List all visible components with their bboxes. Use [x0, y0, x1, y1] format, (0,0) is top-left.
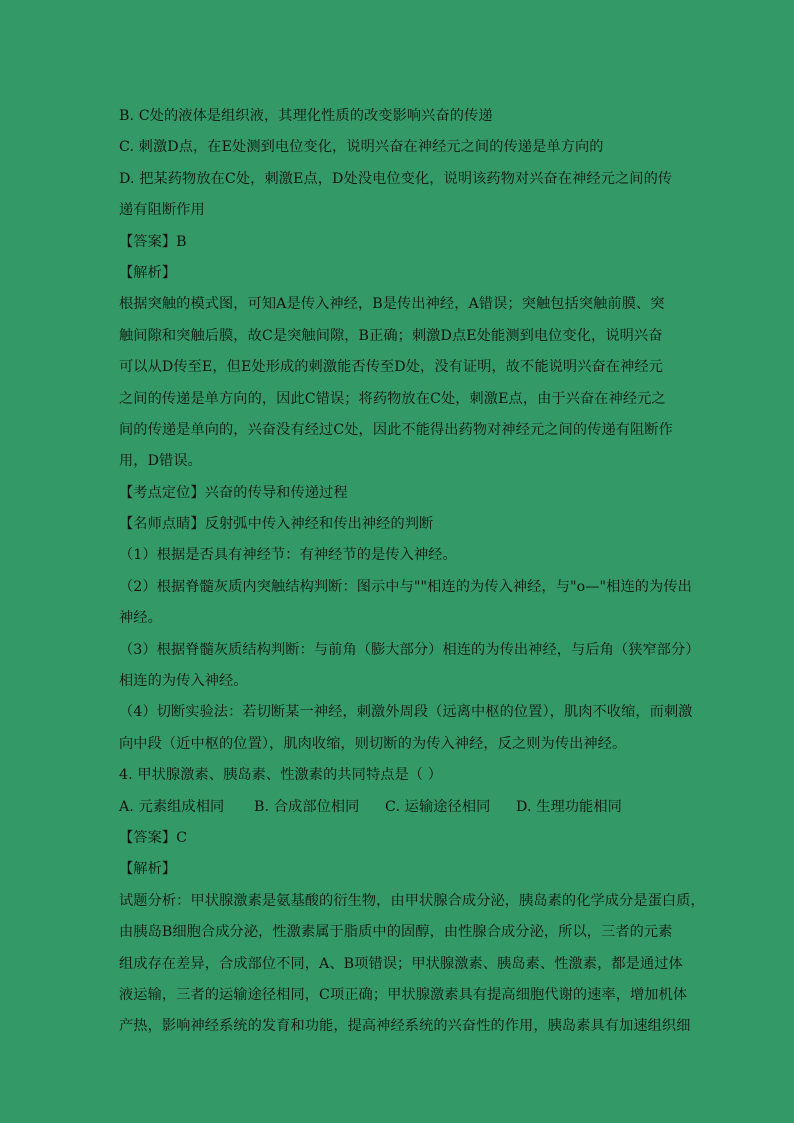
analysis-paragraph-line: 可以从D传至E，但E处形成的刺激能否传至D处，没有证明，故不能说明兴奋在神经元 — [119, 359, 663, 376]
document-page — [119, 101, 705, 1043]
teacher-tip-heading: 【名师点睛】反射弧中传入神经和传出神经的判断 — [119, 516, 434, 533]
question-4-options — [119, 792, 679, 823]
analysis-paragraph-line: 之间的传递是单方向的，因此C错误；将药物放在C处，刺激E点，由于兴奋在神经元之 — [119, 390, 666, 407]
key-point-heading: 【考点定位】兴奋的传导和传递过程 — [119, 484, 348, 501]
analysis-q4-line: 由胰岛B细胞合成分泌，性激素属于脂质中的固醇，由性腺合成分泌，所以，三者的元素 — [119, 924, 673, 941]
tip-item-3-cont: 相连的为传入神经。 — [119, 673, 248, 690]
answer-label: 【答案】B — [119, 233, 187, 250]
analysis-q4-line: 试题分析：甲状腺激素是氨基酸的衍生物，由甲状腺合成分泌，胰岛素的化学成分是蛋白质， — [119, 892, 705, 909]
option-d-text-cont: 递有阻断作用 — [119, 202, 205, 219]
option-c: C. 运输途径相同 — [385, 798, 491, 815]
option-b-text: B. C处的液体是组织液，其理化性质的改变影响兴奋的传递 — [119, 108, 493, 124]
tip-item-4: （4）切断实验法：若切断某一神经，刺激外周段（远离中枢的位置），肌肉不收缩，而刺激 — [119, 704, 693, 721]
analysis-q4-line: 液运输，三者的运输途径相同，C项正确；甲状腺激素具有提高细胞代谢的速率，增加机体 — [119, 986, 688, 1003]
question-4-stem: 4. 甲状腺激素、胰岛素、性激素的共同特点是（ ） — [119, 767, 442, 784]
answer-label-q4: 【答案】C — [119, 829, 188, 846]
option-d-text: D. 把某药物放在C处，刺激E点，D处没电位变化，说明该药物对兴奋在神经元之间的传 — [119, 170, 673, 187]
option-a: A. 元素组成相同 — [119, 798, 225, 815]
analysis-q4-line: 产热，影响神经系统的发育和功能，提高神经系统的兴奋性的作用，胰岛素具有加速组织细 — [119, 1018, 691, 1035]
tip-item-3: （3）根据脊髓灰质结构判断：与前角（膨大部分）相连的为传出神经，与后角（狭窄部分） — [119, 641, 700, 658]
analysis-paragraph-line: 触间隙和突触后膜，故C是突触间隙，B正确；刺激D点E处能测到电位变化，说明兴奋 — [119, 327, 663, 344]
analysis-paragraph-line: 间的传递是单向的，兴奋没有经过C处，因此不能得出药物对神经元之间的传递有阻断作 — [119, 421, 673, 438]
analysis-label: 【解析】 — [119, 264, 177, 281]
option-c-text: C. 刺激D点，在E处测到电位变化，说明兴奋在神经元之间的传递是单方向的 — [119, 139, 604, 156]
option-b: B. 合成部位相同 — [254, 798, 360, 815]
analysis-paragraph-line: 根据突触的模式图，可知A是传入神经，B是传出神经，A错误；突触包括突触前膜、突 — [119, 296, 665, 313]
option-d: D. 生理功能相同 — [516, 798, 622, 815]
analysis-q4-line: 组成存在差异，合成部位不同，A、B项错误；甲状腺激素、胰岛素、性激素，都是通过体 — [119, 955, 683, 972]
tip-item-2-cont: 神经。 — [119, 610, 162, 627]
analysis-label-q4: 【解析】 — [119, 861, 177, 878]
tip-item-1: （1）根据是否具有神经节：有神经节的是传入神经。 — [119, 547, 457, 564]
analysis-paragraph-line: 用，D错误。 — [119, 453, 202, 470]
tip-item-4-cont: 向中段（近中枢的位置），肌肉收缩，则切断的为传入神经，反之则为传出神经。 — [119, 735, 627, 752]
tip-item-2: （2）根据脊髓灰质内突触结构判断：图示中与""相连的为传入神经，与"o—"相连的为传出 — [119, 578, 692, 595]
